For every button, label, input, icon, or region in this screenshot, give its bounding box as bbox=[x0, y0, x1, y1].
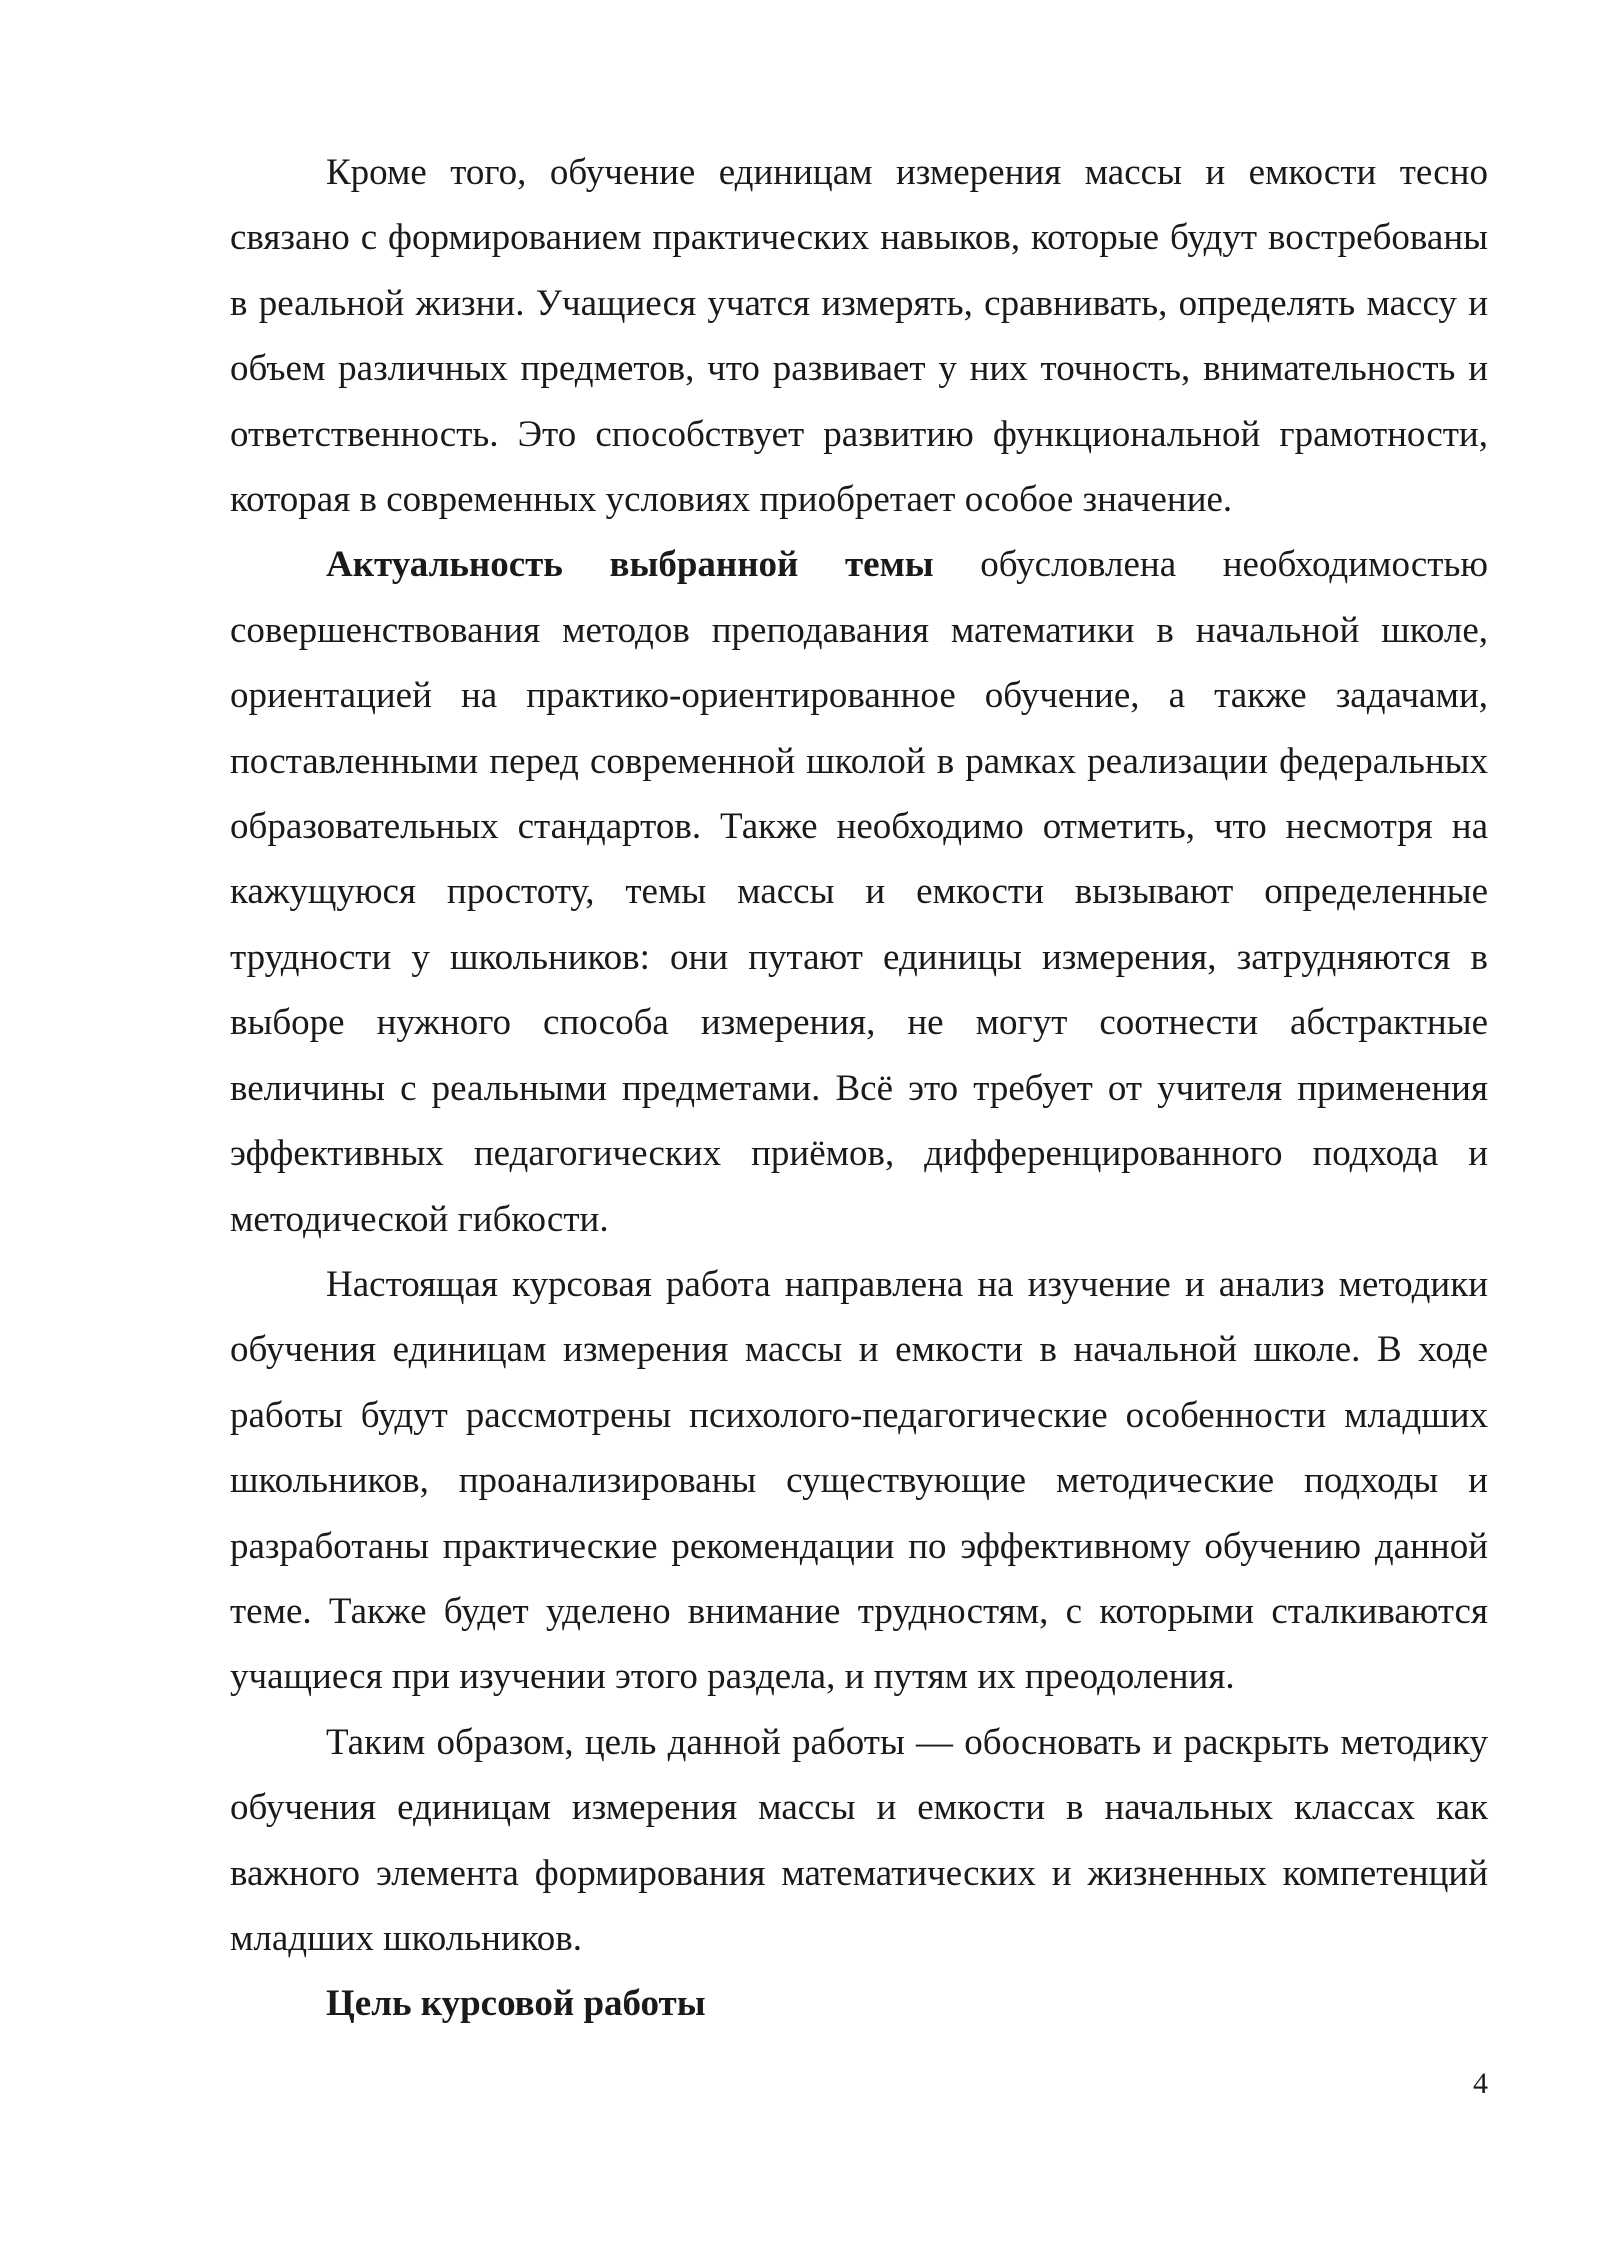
paragraph-relevance bbox=[230, 532, 1488, 1251]
paragraph-coursework-focus bbox=[230, 1252, 1488, 1710]
relevance-bold-lead: Актуальность выбранной темы bbox=[326, 544, 934, 586]
paragraph-text: Настоящая курсовая работа направлена на изучение и анализ методики обучения единицам измерения массы и емкости в начальной школе. В ходе работы будут рассмотрены психолого-педагогические особенности младших школьников, проанализированы существующие методические подходы и разработаны практические рекомендации по эффективному обучению данной теме. Также будет уделено внимание трудностям, с которыми сталкиваются учащиеся при изучении этого раздела, и путям их преодоления. bbox=[230, 1263, 1488, 1698]
paragraph-text: обусловлена необходимостью совершенствования методов преподавания математики в начальной школе, ориентацией на практико-ориентированное обучение, а также задачами, поставленными перед современной школой в рамках реализации федеральных образовательных стандартов. Также необходимо отметить, что несмотря на кажущуюся простоту, темы массы и емкости вызывают определенные трудности у школьников: они путают единицы измерения, затрудняются в выборе нужного способа измерения, не могут соотнести абстрактные величины с реальными предметами. Всё это требует от учителя применения эффективных педагогических приёмов, дифференцированного подхода и методической гибкости. bbox=[230, 544, 1488, 1240]
paragraph-text: Кроме того, обучение единицам измерения массы и емкости тесно связано с формированием практических навыков, которые будут востребованы в реальной жизни. Учащиеся учатся измерять, сравнивать, определять массу и объем различных предметов, что развивает у них точность, внимательность и ответственность. Это способствует развитию функциональной грамотности, которая в современных условиях приобретает особое значение. bbox=[230, 152, 1488, 521]
section-heading-goal: Цель курсовой работы bbox=[326, 1983, 706, 2025]
document-body bbox=[230, 140, 1488, 2037]
paragraph-text: Таким образом, цель данной работы — обосновать и раскрыть методику обучения единицам измерения массы и емкости в начальных классах как важного элемента формирования математических и жизненных компетенций младших школьников. bbox=[230, 1721, 1488, 1959]
paragraph-practical-skills bbox=[230, 140, 1488, 532]
page-number: 4 bbox=[1473, 2067, 1488, 2100]
paragraph-goal-summary bbox=[230, 1710, 1488, 1972]
